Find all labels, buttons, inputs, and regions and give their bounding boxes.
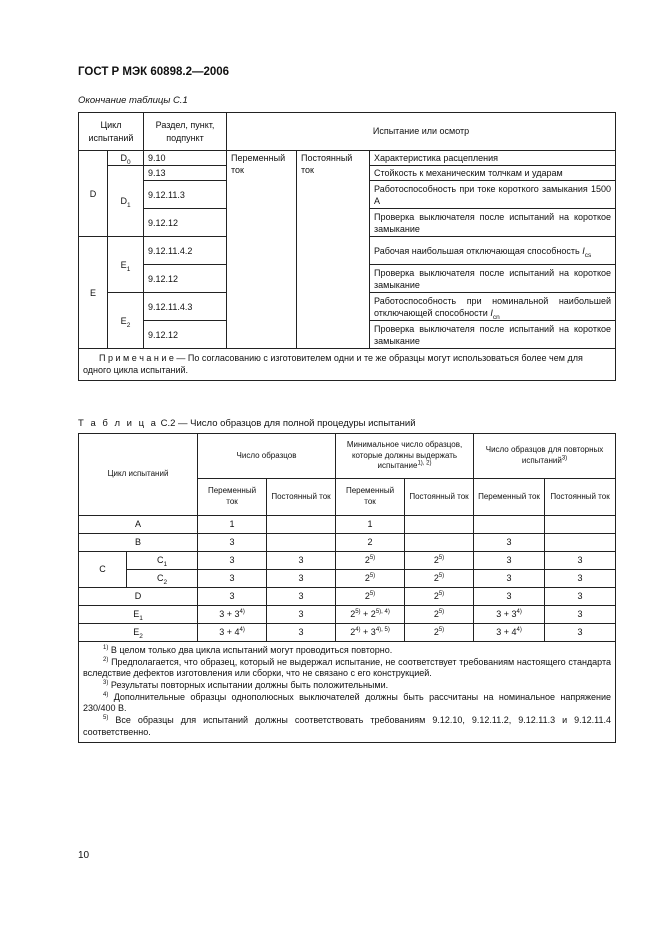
table-row	[79, 534, 616, 552]
value-cell: 2$^{5)}$	[336, 552, 405, 570]
table-row	[79, 588, 616, 606]
footnote: $^{5)}$ Все образцы для испытаний должны соответствовать требованиям 9.12.10, 9.12.11.2, 9.12.11.3 и 9.12.11.4 соответственно.	[83, 715, 612, 737]
cycle-group-c: C	[79, 552, 127, 588]
document-header: ГОСТ Р МЭК 60898.2—2006	[78, 66, 230, 78]
value-cell: 3	[267, 606, 336, 624]
value-cell: 3	[267, 624, 336, 642]
header-ac: Переменный ток	[474, 479, 545, 516]
ac-label: Переменный ток	[227, 151, 297, 349]
table-row	[79, 606, 616, 624]
test-description: Стойкость к механическим толчкам и ударам	[370, 166, 616, 181]
value-cell: 2$^{5)}$	[405, 606, 474, 624]
dc-label: Постоянный ток	[297, 151, 370, 349]
header-repeat-samples: Число образцов для повторных испытаний$^{3)}$	[474, 434, 616, 479]
cycle-label: D	[79, 588, 198, 606]
value-cell: 3	[198, 534, 267, 552]
value-cell: 3	[474, 588, 545, 606]
cycle-label: A	[79, 516, 198, 534]
clause: 9.13	[144, 166, 227, 181]
value-cell: $3 + 4^{4)}$	[474, 624, 545, 642]
value-cell: $3 + 3^{4)}$	[474, 606, 545, 624]
value-cell: 3	[267, 570, 336, 588]
value-cell: 2$^{5)}$	[405, 570, 474, 588]
table-c2	[78, 433, 616, 743]
header-dc: Постоянный ток	[545, 479, 616, 516]
value-cell: 2	[336, 534, 405, 552]
value-cell	[267, 516, 336, 534]
clause: 9.10	[144, 151, 227, 166]
subcycle-e1: $E_1$	[108, 237, 144, 293]
value-cell: 2$^{5)}$	[405, 624, 474, 642]
header-cycle: Цикл испытаний	[79, 434, 198, 516]
value-cell: 2$^{5)}$	[405, 588, 474, 606]
cycle-e: E	[79, 237, 108, 349]
value-cell	[405, 516, 474, 534]
clause: 9.12.12	[144, 209, 227, 237]
value-cell: 3	[198, 570, 267, 588]
header-cycle: Цикл испытаний	[79, 113, 144, 151]
clause: 9.12.12	[144, 265, 227, 293]
value-cell: 3	[474, 570, 545, 588]
subcycle-e2: $E_2$	[108, 293, 144, 349]
value-cell: 3	[267, 552, 336, 570]
value-cell: 1	[198, 516, 267, 534]
table1-caption: Окончание таблицы С.1	[78, 95, 188, 106]
footnote: $^{2)}$ Предполагается, что образец, который не выдержал испытание, не соответствует требованиям настоящего стандарта вследствие дефектов изготовления или сборки, что не связано с его конструкцией.	[83, 656, 612, 679]
header-min-samples: Минимальное число образцов, которые должны выдержать испытание$^{1), 2)}$	[336, 434, 474, 479]
test-description: Проверка выключателя после испытаний на короткое замыкание	[370, 265, 616, 293]
value-cell: 3	[545, 624, 616, 642]
table-row	[79, 552, 616, 570]
value-cell: $3 + 4^{4)}$	[198, 624, 267, 642]
table2-caption: Т а б л и ц а С.2 — Число образцов для полной процедуры испытаний	[78, 418, 416, 429]
value-cell: 3	[474, 552, 545, 570]
value-cell: 3	[198, 552, 267, 570]
cycle-d: D	[79, 151, 108, 237]
value-cell: 3	[545, 588, 616, 606]
value-cell: 3	[198, 588, 267, 606]
clause: 9.12.12	[144, 321, 227, 349]
page-number: 10	[78, 850, 90, 861]
header-dc: Постоянный ток	[267, 479, 336, 516]
footnote: $^{4)}$ Дополнительные образцы однополюсных выключателей должны быть рассчитаны на номинальное напряжение 230/400 В.	[83, 691, 612, 714]
header-ac: Переменный ток	[198, 479, 267, 516]
value-cell: 3	[267, 588, 336, 606]
table1-note: П р и м е ч а н и е — По согласованию с изготовителем одни и те же образцы могут использоваться более чем для одного цикла испытаний.	[79, 349, 616, 380]
value-cell: 3	[545, 570, 616, 588]
test-description: Рабочая наибольшая отключающая способность $I_{cs}$	[370, 237, 616, 265]
test-description: Проверка выключателя после испытаний на короткое замыкание	[370, 321, 616, 349]
table-row	[79, 516, 616, 534]
cycle-label: $E_2$	[79, 624, 198, 642]
cycle-label: B	[79, 534, 198, 552]
value-cell: 2$^{5)}$	[336, 588, 405, 606]
table-row	[79, 624, 616, 642]
header-section: Раздел, пункт, подпункт	[144, 113, 227, 151]
cycle-label: $C_1$	[127, 552, 198, 570]
test-description: Работоспособность при токе короткого замыкания 1500 А	[370, 181, 616, 209]
footnote: $^{1)}$ В целом только два цикла испытаний могут проводиться повторно.	[103, 645, 393, 655]
value-cell: $3 + 3^{4)}$	[198, 606, 267, 624]
value-cell	[545, 534, 616, 552]
value-cell: 2$^{5)}$	[405, 552, 474, 570]
header-dc: Постоянный ток	[405, 479, 474, 516]
value-cell: 2$^{5)}$	[336, 570, 405, 588]
cycle-label: $C_2$	[127, 570, 198, 588]
header-samples: Число образцов	[198, 434, 336, 479]
value-cell	[267, 534, 336, 552]
value-cell: $2^{5)} + 2^{5), 4)}$	[336, 606, 405, 624]
value-cell: $2^{4)} + 3^{4), 5)}$	[336, 624, 405, 642]
value-cell: 1	[336, 516, 405, 534]
value-cell	[405, 534, 474, 552]
footnote: $^{3)}$ Результаты повторных испытании должны быть положительными.	[103, 680, 389, 691]
clause: 9.12.11.4.2	[144, 237, 227, 265]
subcycle-d0: $D_0$	[108, 151, 144, 166]
clause: 9.12.11.3	[144, 181, 227, 209]
subcycle-d1: $D_1$	[108, 166, 144, 237]
value-cell: 3	[474, 534, 545, 552]
test-description: Характеристика расцепления	[370, 151, 616, 166]
cycle-label: $E_1$	[79, 606, 198, 624]
table2-footnotes	[79, 642, 616, 743]
value-cell	[545, 516, 616, 534]
clause: 9.12.11.4.3	[144, 293, 227, 321]
test-description: Проверка выключателя после испытаний на короткое замыкание	[370, 209, 616, 237]
value-cell: 3	[545, 606, 616, 624]
header-test: Испытание или осмотр	[227, 113, 616, 151]
table-row	[79, 570, 616, 588]
value-cell: 3	[545, 552, 616, 570]
value-cell	[474, 516, 545, 534]
header-ac: Переменный ток	[336, 479, 405, 516]
table-c1-end	[78, 112, 616, 381]
test-description: Работоспособность при номинальной наибольшей отключающей способности $I_{cn}$	[370, 293, 616, 321]
